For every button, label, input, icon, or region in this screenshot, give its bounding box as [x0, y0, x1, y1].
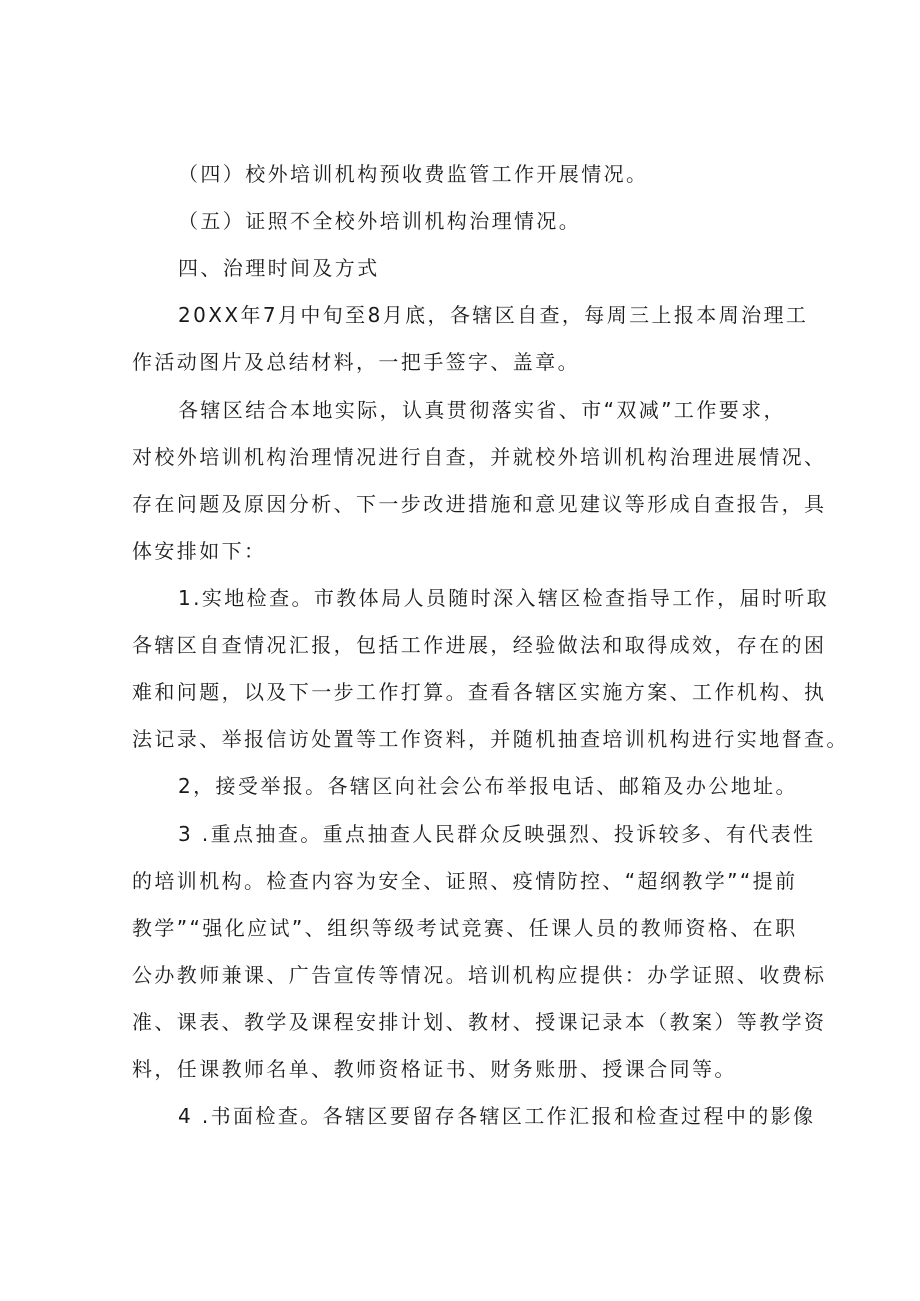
paragraph-line: 的培训机构。检查内容为安全、证照、疫情防控、“超纲教学”“提前	[132, 869, 798, 893]
paragraph-line: 作活动图片及总结材料，一把手签字、盖章。	[132, 350, 580, 374]
paragraph-line: 准、课表、教学及课程安排计划、教材、授课记录本（教案）等教学资	[132, 1010, 827, 1034]
paragraph-line: 1.实地检查。市教体局人员随时深入辖区检查指导工作，届时听取	[178, 586, 830, 610]
paragraph-line: 对校外培训机构治理情况进行自查，并就校外培训机构治理进展情况、	[132, 445, 827, 469]
paragraph-line: 4 .书面检查。各辖区要留存各辖区工作汇报和检查过程中的影像	[178, 1104, 816, 1128]
section-heading: 四、治理时间及方式	[178, 256, 380, 280]
paragraph-line: 各辖区自查情况汇报，包括工作进展，经验做法和取得成效，存在的困	[132, 633, 827, 657]
paragraph-line: 2，接受举报。各辖区向社会公布举报电话、邮箱及办公地址。	[178, 774, 798, 798]
paragraph-line: （四）校外培训机构预收费监管工作开展情况。	[178, 162, 649, 186]
paragraph-line: 法记录、举报信访处置等工作资料，并随机抽查培训机构进行实地督查。	[132, 727, 849, 751]
paragraph-line: 体安排如下：	[132, 539, 267, 563]
paragraph-line: 公办教师兼课、广告宣传等情况。培训机构应提供：办学证照、收费标	[132, 963, 827, 987]
paragraph-line: 教学”“强化应试”、组织等级考试竞赛、任课人员的教师资格、在职	[132, 916, 798, 940]
paragraph-line: 存在问题及原因分析、下一步改进措施和意见建议等形成自查报告，具	[132, 492, 827, 516]
paragraph-line: 20XX年7月中旬至8月底，各辖区自查，每周三上报本周治理工	[178, 303, 809, 327]
paragraph-line: （五）证照不全校外培训机构治理情况。	[178, 209, 582, 233]
paragraph-line: 料，任课教师名单、教师资格证书、财务账册、授课合同等。	[132, 1057, 737, 1081]
paragraph-line: 难和问题，以及下一步工作打算。查看各辖区实施方案、工作机构、执	[132, 680, 827, 704]
paragraph-line: 各辖区结合本地实际，认真贯彻落实省、市“双减”工作要求，	[178, 398, 786, 422]
paragraph-line: 3 .重点抽查。重点抽查人民群众反映强烈、投诉较多、有代表性	[178, 822, 816, 846]
